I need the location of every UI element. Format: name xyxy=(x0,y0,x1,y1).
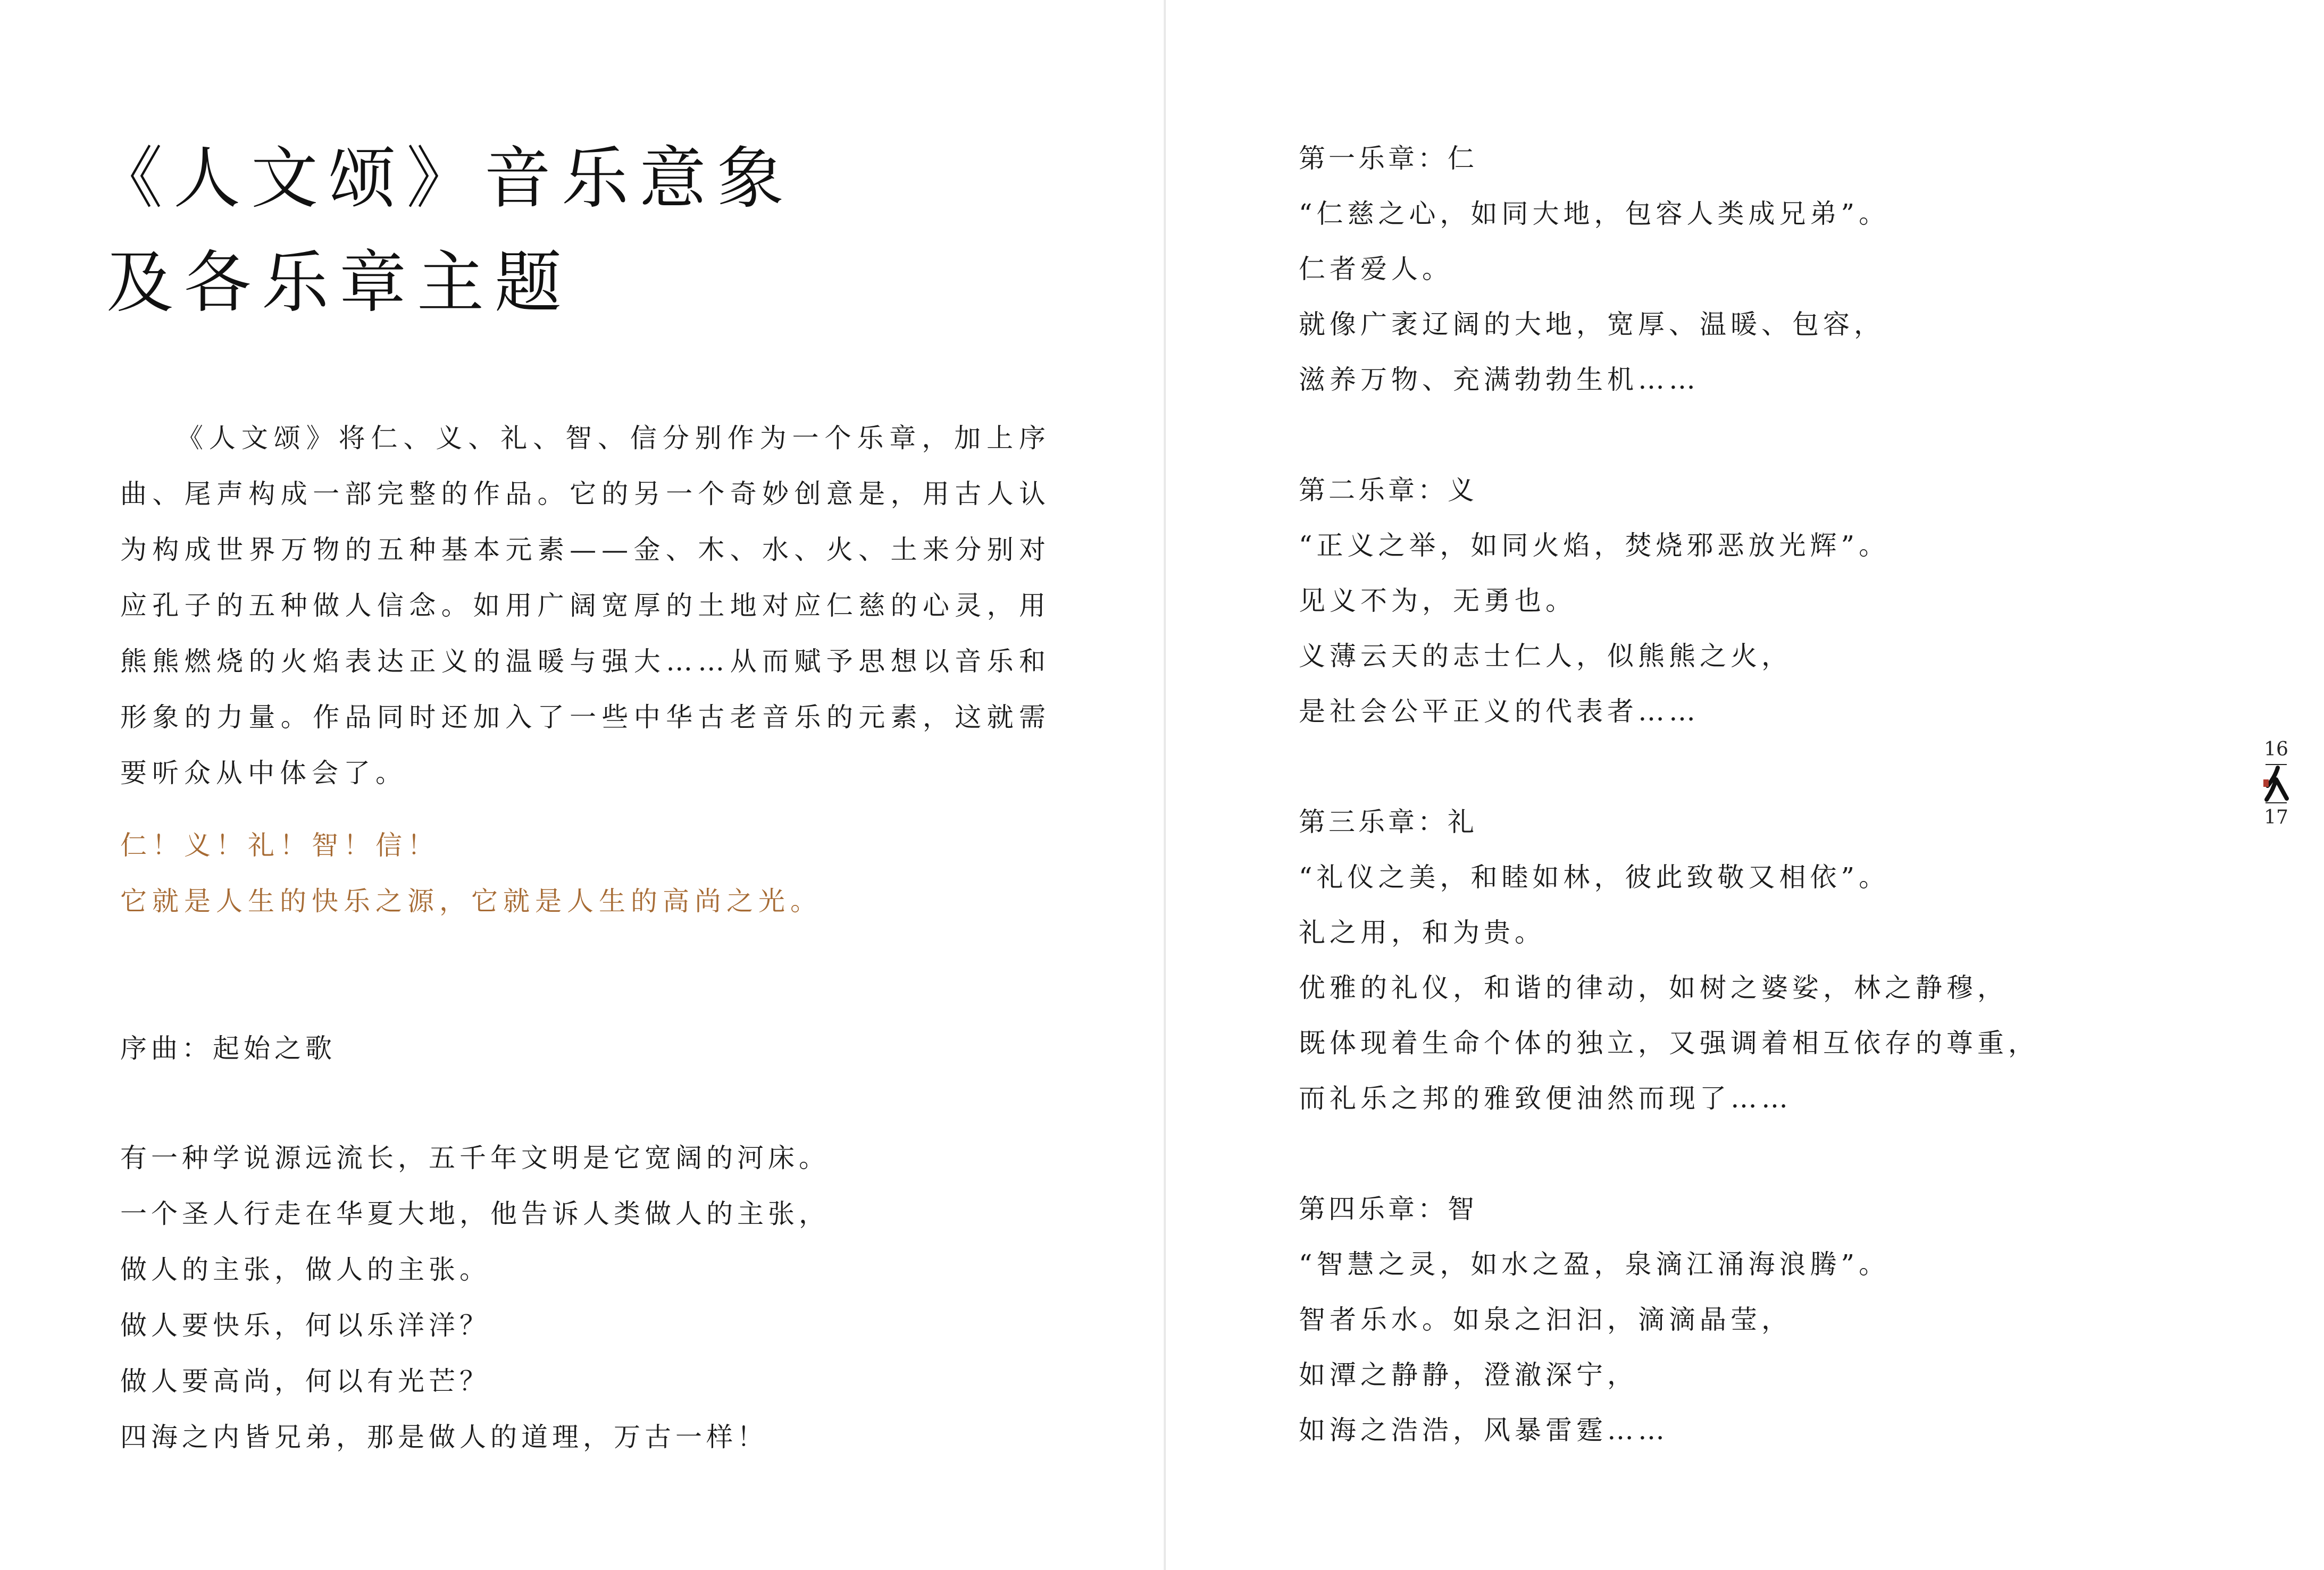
movement-heading: 第四乐章：智 xyxy=(1299,1194,1477,1224)
movement-3 xyxy=(1299,794,2128,1126)
movement-line: 见义不为，无勇也。 xyxy=(1299,585,1576,616)
prelude-line: 做人要高尚，何以有光芒？ xyxy=(120,1366,490,1397)
movement-line: 既体现着生命个体的独立，又强调着相互依存的尊重， xyxy=(1299,1028,2039,1059)
movement-heading: 第一乐章：仁 xyxy=(1299,143,1477,174)
movement-line: 是社会公平正义的代表者…… xyxy=(1299,696,1700,727)
title-line-2: 及各乐章主题 xyxy=(106,244,572,322)
prelude-line: 四海之内皆兄弟，那是做人的道理，万古一样！ xyxy=(120,1422,768,1453)
motto-line-2: 它就是人生的快乐之源，它就是人生的高尚之光。 xyxy=(120,886,822,917)
movement-heading: 第三乐章：礼 xyxy=(1299,807,1477,837)
figure-logo-icon xyxy=(2260,763,2292,804)
motto-block xyxy=(120,818,822,929)
motto-line-1: 仁！义！礼！智！信！ xyxy=(120,830,439,861)
prelude-line: 有一种学说源远流长，五千年文明是它宽阔的河床。 xyxy=(120,1143,830,1173)
movement-4 xyxy=(1299,1181,2128,1458)
movement-line: 义薄云天的志士仁人，似熊熊之火， xyxy=(1299,641,1792,671)
prelude-line: 做人要快乐，何以乐洋洋？ xyxy=(120,1310,490,1341)
movement-line: 仁者爱人。 xyxy=(1299,254,1453,284)
movement-2 xyxy=(1299,463,2128,739)
page-number-right: 17 xyxy=(2264,807,2288,828)
intro-paragraph: 《人文颂》将仁、义、礼、智、信分别作为一个乐章，加上序曲、尾声构成一部完整的作品。它的另一个奇妙创意是，用古人认为构成世界万物的五种基本元素——金、木、水、火、土来分别对应孔子的五种做人信念。如用广阔宽厚的土地对应仁慈的心灵，用熊熊燃烧的火焰表达正义的温暖与强大……从而赋予思想以音乐和形象的力量。作品同时还加入了一些中华古老音乐的元素，这就需要听众从中体会了。 xyxy=(120,423,1051,788)
movement-line: 就像广袤辽阔的大地，宽厚、温暖、包容， xyxy=(1299,309,1885,340)
page-title xyxy=(96,127,795,335)
prelude-lyrics xyxy=(120,1130,830,1465)
prelude-line: 做人的主张，做人的主张。 xyxy=(120,1254,490,1285)
page-number-left: 16 xyxy=(2264,738,2288,760)
movement-line: 礼之用，和为贵。 xyxy=(1299,917,1545,948)
movements-list xyxy=(1299,131,2128,1513)
movement-line: “礼仪之美，和睦如林，彼此致敬又相依”。 xyxy=(1299,862,1890,893)
movement-line: 优雅的礼仪，和谐的律动，如树之婆娑，林之静穆， xyxy=(1299,972,2008,1003)
page-number-marker xyxy=(2255,739,2297,828)
movement-line: 如海之浩浩，风暴雷霆…… xyxy=(1299,1415,1669,1446)
movement-line: “智慧之灵，如水之盈，泉滴江涌海浪腾”。 xyxy=(1299,1249,1890,1280)
movement-heading: 第二乐章：义 xyxy=(1299,475,1477,506)
movement-line: 滋养万物、充满勃勃生机…… xyxy=(1299,364,1700,395)
movement-line: “正义之举，如同火焰，焚烧邪恶放光辉”。 xyxy=(1299,530,1890,561)
movement-line: 而礼乐之邦的雅致便油然而现了…… xyxy=(1299,1083,1792,1114)
movement-line: 如潭之静静，澄澈深宁， xyxy=(1299,1359,1638,1390)
movement-1 xyxy=(1299,131,2128,407)
movement-line: “仁慈之心，如同大地，包容人类成兄弟”。 xyxy=(1299,198,1890,229)
prelude-line: 一个圣人行走在华夏大地，他告诉人类做人的主张， xyxy=(120,1198,830,1229)
title-line-1: 《人文颂》音乐意象 xyxy=(96,139,795,217)
prelude-heading: 序曲：起始之歌 xyxy=(120,1033,336,1064)
intro-section xyxy=(120,410,1051,801)
movement-line: 智者乐水。如泉之汩汩，滴滴晶莹， xyxy=(1299,1304,1792,1335)
